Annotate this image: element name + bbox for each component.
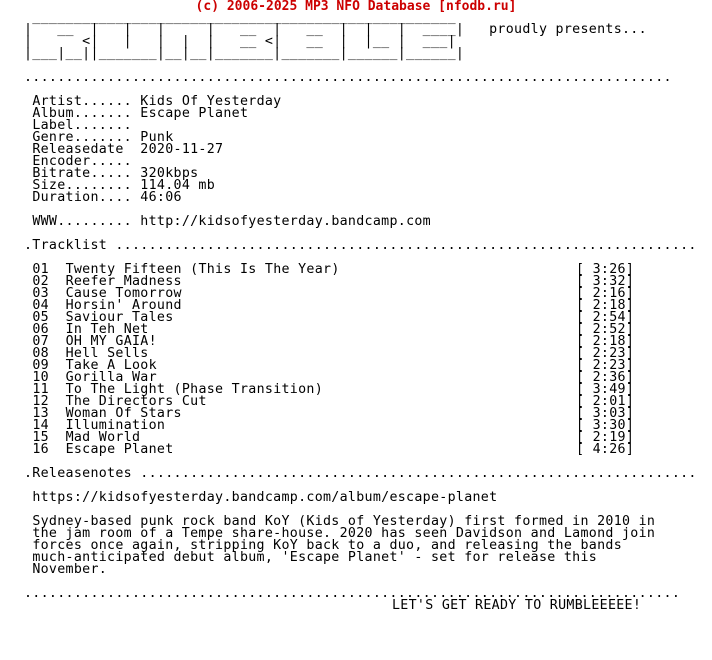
- track-duration: [ 2:23]: [576, 358, 635, 373]
- footer-slogan: LET'S GET READY TO RUMBLEEEEE!: [392, 598, 642, 613]
- album-value: Escape Planet: [140, 106, 249, 121]
- track-title: Hell Sells: [65, 346, 149, 361]
- track-number: 03: [32, 286, 49, 301]
- separator-main: ..............................................................................: [24, 70, 672, 85]
- releasedate-value: 2020-11-27: [140, 142, 224, 157]
- track-title: Saviour Tales: [65, 310, 174, 325]
- www-label: WWW.........: [32, 214, 132, 229]
- releasenotes-text-4: much-anticipated debut album, 'Escape Planet' - set for release this: [32, 550, 598, 565]
- track-duration: [ 2:18]: [576, 298, 635, 313]
- releasenotes-url-line: [24, 492, 697, 504]
- encoder-label: Encoder.....: [32, 154, 132, 169]
- track-duration: [ 2:36]: [576, 370, 635, 385]
- track-number: 14: [32, 418, 49, 433]
- track-title: Gorilla War: [65, 370, 157, 385]
- releasenotes-text-5: November.: [32, 562, 108, 577]
- track-number: 07: [32, 334, 49, 349]
- separator-releasenotes: .Releasenotes ...................................................................: [24, 466, 697, 481]
- nfodb-header-link[interactable]: (c) 2006-2025 MP3 NFO Database [nfodb.ru]: [195, 0, 517, 14]
- track-number: 02: [32, 274, 49, 289]
- track-duration: [ 3:30]: [576, 418, 635, 433]
- track-title: Reefer Madness: [65, 274, 182, 289]
- track-title: Woman Of Stars: [65, 406, 182, 421]
- track-duration: [ 3:49]: [576, 382, 635, 397]
- logo-art-row-2: | __ | | | | __ | __ | | | ____|: [24, 22, 465, 37]
- track-number: 06: [32, 322, 49, 337]
- track-title: OH MY GAIA!: [65, 334, 157, 349]
- tracklist: [24, 264, 697, 456]
- track-number: 12: [32, 394, 49, 409]
- nfo-document: [24, 12, 697, 612]
- track-duration: [ 3:26]: [576, 262, 635, 277]
- track-title: To The Light (Phase Transition): [65, 382, 324, 397]
- track-duration: [ 2:23]: [576, 346, 635, 361]
- track-duration: [ 2:19]: [576, 430, 635, 445]
- artist-value: Kids Of Yesterday: [140, 94, 282, 109]
- releasenotes-text-3: forces once again, stripping KoY back to a duo, and releasing the bands: [32, 538, 622, 553]
- size-value: 114.04 mb: [140, 178, 216, 193]
- duration-value: 46:06: [140, 190, 182, 205]
- track-number: 15: [32, 430, 49, 445]
- track-duration: [ 3:32]: [576, 274, 635, 289]
- size-label: Size........: [32, 178, 132, 193]
- track-title: Horsin' Around: [65, 298, 182, 313]
- releasenotes-url[interactable]: https://kidsofyesterday.bandcamp.com/album/escape-planet: [32, 490, 498, 505]
- track-number: 05: [32, 310, 49, 325]
- releasenotes-line-4: [24, 552, 697, 564]
- label-label: Label.......: [32, 118, 132, 133]
- bitrate-label: Bitrate.....: [32, 166, 132, 181]
- track-duration: [ 4:26]: [576, 442, 635, 457]
- track-title: Mad World: [65, 430, 141, 445]
- separator-footer: ...............................................................................: [24, 586, 681, 601]
- info-www: [24, 216, 697, 228]
- track-number: 01: [32, 262, 49, 277]
- track-number: 13: [32, 406, 49, 421]
- track-title: Take A Look: [65, 358, 157, 373]
- logo-line-3: | <| | | | | __ <| __ | |__ | ___|: [24, 34, 456, 49]
- artist-label: Artist......: [32, 94, 132, 109]
- bitrate-value: 320kbps: [140, 166, 199, 181]
- track-row: [24, 444, 697, 456]
- track-number: 04: [32, 298, 49, 313]
- track-number: 08: [32, 346, 49, 361]
- tagline: proudly presents...: [489, 22, 647, 37]
- track-number: 09: [32, 358, 49, 373]
- logo-line-1: ___________________________________________________: [24, 10, 456, 25]
- track-title: Illumination: [65, 418, 166, 433]
- track-number: 10: [32, 370, 49, 385]
- track-duration: [ 2:52]: [576, 322, 635, 337]
- genre-label: Genre.......: [32, 130, 132, 145]
- track-number: 16: [32, 442, 49, 457]
- track-title: Cause Tomorrow: [65, 286, 182, 301]
- track-duration: [ 2:54]: [576, 310, 635, 325]
- footer-slogan-line: [24, 600, 697, 612]
- info-duration: [24, 192, 697, 204]
- track-number: 11: [32, 382, 49, 397]
- track-title: The Directors Cut: [65, 394, 207, 409]
- track-duration: [ 2:01]: [576, 394, 635, 409]
- logo-line-4: |___|__||_______|__|__|_______|_______|______|______|: [24, 46, 465, 61]
- releasenotes-text-1: Sydney-based punk rock band KoY (Kids of Yesterday) first formed in 2010 in: [32, 514, 656, 529]
- track-duration: [ 2:16]: [576, 286, 635, 301]
- separator-tracklist: .Tracklist ......................................................................: [24, 238, 697, 253]
- track-title: In Teh Net: [65, 322, 149, 337]
- duration-label: Duration....: [32, 190, 132, 205]
- releasenotes-text-2: the jam room of a Tempe share-house. 2020 has seen Davidson and Lamond join: [32, 526, 656, 541]
- releasedate-label: Releasedate: [32, 142, 124, 157]
- track-duration: [ 3:03]: [576, 406, 635, 421]
- track-duration: [ 2:18]: [576, 334, 635, 349]
- track-title: Twenty Fifteen (This Is The Year): [65, 262, 340, 277]
- album-label: Album.......: [32, 106, 132, 121]
- track-title: Escape Planet: [65, 442, 174, 457]
- releasenotes-line-5: [24, 564, 697, 576]
- www-link[interactable]: http://kidsofyesterday.bandcamp.com: [140, 214, 431, 229]
- genre-value: Punk: [140, 130, 174, 145]
